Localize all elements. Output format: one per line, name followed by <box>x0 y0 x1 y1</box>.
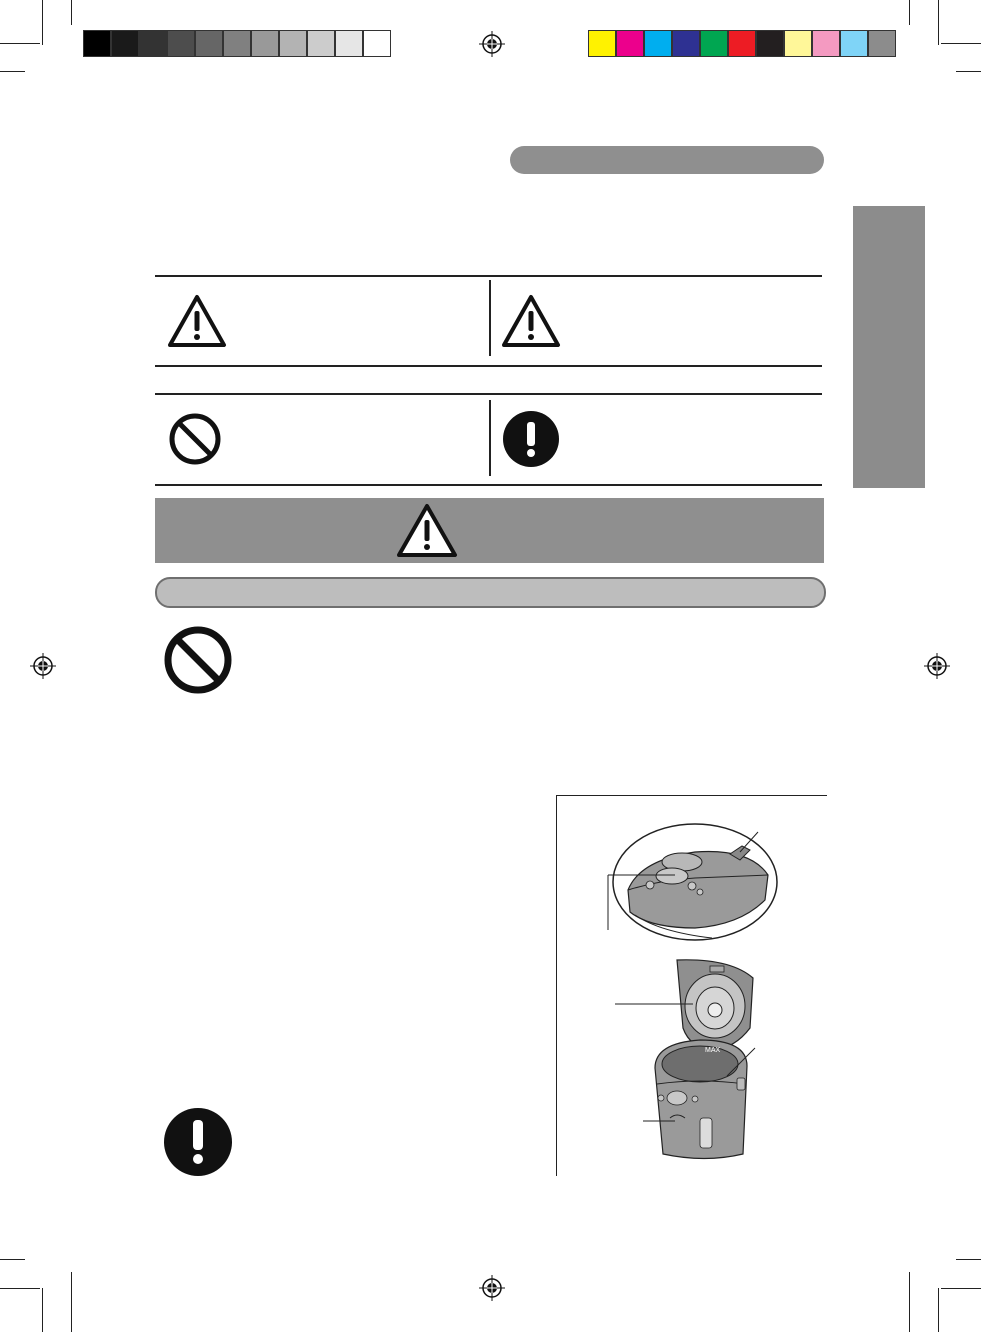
legend-rule <box>155 393 822 395</box>
legend-divider <box>489 400 491 476</box>
legend-divider <box>489 280 491 356</box>
crop-mark <box>956 1259 981 1260</box>
crop-mark <box>941 43 981 44</box>
section-title-pill <box>510 146 824 174</box>
calibration-swatch <box>139 30 167 57</box>
registration-mark-icon <box>30 653 56 679</box>
calibration-swatch <box>363 30 391 57</box>
calibration-swatch <box>279 30 307 57</box>
calibration-swatch <box>756 30 784 57</box>
calibration-swatch <box>784 30 812 57</box>
calibration-swatch <box>335 30 363 57</box>
calibration-swatch <box>588 30 616 57</box>
crop-mark <box>71 1272 72 1332</box>
crop-mark <box>938 1288 939 1332</box>
section-heading-pill <box>155 577 826 608</box>
prohibited-icon <box>167 411 223 467</box>
calibration-swatch <box>167 30 195 57</box>
crop-mark <box>938 0 939 45</box>
calibration-swatch <box>840 30 868 57</box>
calibration-swatch <box>868 30 896 57</box>
crop-mark <box>909 1272 910 1332</box>
calibration-swatch <box>307 30 335 57</box>
thermo-pot-lid-closeup <box>600 820 790 945</box>
calibration-swatch <box>812 30 840 57</box>
calibration-swatch <box>616 30 644 57</box>
registration-mark-icon <box>479 1275 505 1301</box>
crop-mark <box>909 0 910 25</box>
calibration-swatch <box>251 30 279 57</box>
mandatory-icon <box>502 410 560 468</box>
calibration-swatch <box>195 30 223 57</box>
calibration-swatch <box>83 30 111 57</box>
calibration-swatch <box>728 30 756 57</box>
caution-triangle-icon <box>500 293 562 349</box>
crop-mark <box>71 0 72 25</box>
crop-mark <box>0 1288 40 1289</box>
warning-triangle-icon <box>166 293 228 349</box>
calibration-swatch <box>111 30 139 57</box>
calibration-swatch <box>644 30 672 57</box>
crop-mark <box>956 71 981 72</box>
max-mark-label: MAX <box>705 1047 721 1054</box>
crop-mark <box>941 1288 981 1289</box>
crop-mark <box>0 1259 25 1260</box>
legend-bottom-rule <box>155 484 822 486</box>
calibration-swatch <box>672 30 700 57</box>
legend-rule <box>155 365 822 367</box>
registration-mark-icon <box>924 653 950 679</box>
crop-mark <box>0 71 25 72</box>
warning-banner <box>155 498 824 563</box>
registration-mark-icon <box>479 31 505 57</box>
thermo-pot-open-view <box>615 958 765 1163</box>
crop-mark <box>42 0 43 45</box>
prohibited-icon <box>162 624 234 696</box>
warning-triangle-icon <box>395 502 459 559</box>
chapter-side-tab <box>853 206 925 488</box>
mandatory-icon <box>163 1107 233 1177</box>
calibration-swatch <box>700 30 728 57</box>
crop-mark <box>42 1288 43 1332</box>
crop-mark <box>0 43 40 44</box>
calibration-swatch <box>223 30 251 57</box>
legend-top-rule <box>155 275 822 277</box>
